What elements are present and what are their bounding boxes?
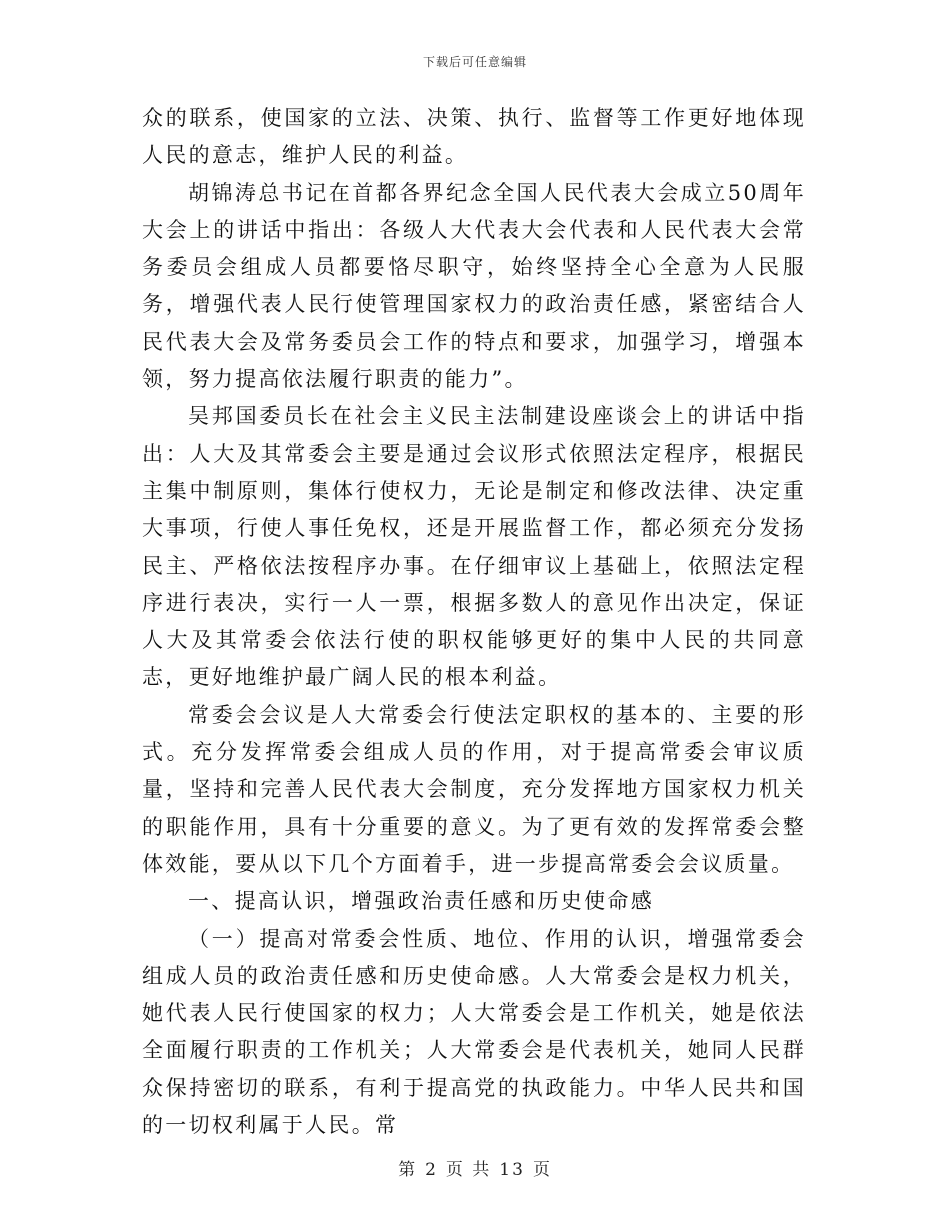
paragraph-committee-meetings: 常委会会议是人大常委会行使法定职权的基本的、主要的形式。充分发挥常委会组成人员的作用，对于提高常委会审议质量，坚持和完善人民代表大会制度，充分发挥地方国家权力机关的职能作用，具有十分重要的意义。为了更有效的发挥常委会整体效能，要从以下几个方面着手，进一步提高常委会会议质量。 xyxy=(142,702,806,876)
footer-page-number: 2 xyxy=(425,1160,438,1180)
footer-prefix: 第 xyxy=(398,1160,418,1180)
paragraph-subsection-1: （一）提高对常委会性质、地位、作用的认识，增强常委会组成人员的政治责任感和历史使命感。人大常委会是权力机关，她代表人民行使国家的权力；人大常委会是工作机关，她是依法全面履行职责的工作机关；人大常委会是代表机关，她同人民群众保持密切的联系，有利于提高党的执政能力。中华人民共和国的一切权利属于人民。常 xyxy=(142,926,806,1138)
paragraph-continuation: 众的联系，使国家的立法、决策、执行、监督等工作更好地体现人民的意志，维护人民的利益。 xyxy=(142,106,806,168)
section-heading-1: 一、提高认识，增强政治责任感和历史使命感 xyxy=(188,889,654,914)
page-footer xyxy=(0,1155,950,1180)
document-body xyxy=(142,100,806,1144)
footer-suffix: 页 xyxy=(532,1160,552,1180)
footer-middle: 页 共 xyxy=(445,1160,492,1180)
paragraph-wu-bangguo-quote: 吴邦国委员长在社会主义民主法制建设座谈会上的讲话中指出：人大及其常委会主要是通过会议形式依照法定程序，根据民主集中制原则，集体行使权力，无论是制定和修改法律、决定重大事项，行使人事任免权，还是开展监督工作，都必须充分发扬民主、严格依法按程序办事。在仔细审议上基础上，依照法定程序进行表决，实行一人一票，根据多数人的意见作出决定，保证人大及其常委会依法行使的职权能够更好的集中人民的共同意志，更好地维护最广阔人民的根本利益。 xyxy=(142,404,806,690)
paragraph-hu-jintao-quote: 胡锦涛总书记在首都各界纪念全国人民代表大会成立50周年大会上的讲话中指出：各级人大代表大会代表和人民代表大会常务委员会组成人员都要恪尽职守，始终坚持全心全意为人民服务，增强代表人民行使管理国家权力的政治责任感，紧密结合人民代表大会及常务委员会工作的特点和要求，加强学习，增强本领，努力提高依法履行职责的能力”。 xyxy=(142,180,806,392)
page-header-note: 下载后可任意编辑 xyxy=(422,55,527,69)
footer-total-pages: 13 xyxy=(499,1160,525,1180)
